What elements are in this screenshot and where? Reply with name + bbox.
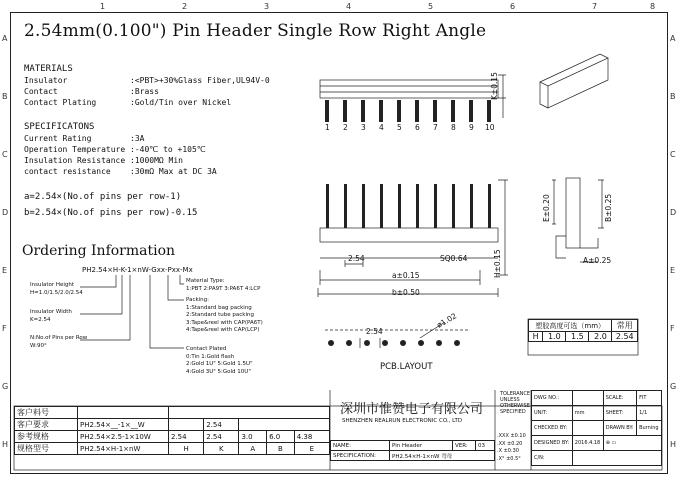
pcb-hole-3 (364, 340, 370, 346)
pin-group (325, 100, 491, 346)
height-value-2: 1.5 (566, 332, 589, 342)
table-row (532, 436, 662, 451)
customer-request-cell-1 (169, 419, 204, 431)
ver-label: VER: (453, 441, 476, 451)
iso-top (540, 54, 608, 86)
leader-height (80, 275, 116, 287)
front-pin-2-upper (344, 184, 347, 228)
insulator-height-values: H=1.0/1.5/2.0/2.54 (30, 289, 83, 296)
model-cell-1: H (169, 443, 204, 455)
customer-part-label: 客户料号 (15, 407, 78, 419)
grid-side-a-right: A (670, 34, 676, 43)
front-pin-4-upper (380, 184, 383, 228)
spec-value-current: :3A (130, 134, 145, 143)
designed-label: DESIGNED BY: (532, 436, 573, 451)
packing-option-2: 2:Standard tube packing (186, 312, 254, 319)
unit-label: UNIT: (532, 406, 573, 421)
material-value-insulator: :<PBT>+30%Glass Fiber,UL94V-0 (130, 76, 270, 85)
tolerance-values (497, 433, 526, 463)
height-value-1: 1.0 (543, 332, 566, 342)
pins-angle: W:90° (30, 342, 47, 349)
table-row (532, 391, 662, 406)
packing-option-1: 1:Standard bag packing (186, 304, 252, 311)
table-row (331, 441, 495, 451)
table-row (15, 431, 330, 443)
h-dim-label: H±0.15 (493, 249, 502, 278)
customer-part-cells (169, 407, 330, 419)
packing-option-3: 3:Tape&reel with CAP(PA6T) (186, 319, 263, 326)
company-name-cn: 深圳市惟赞电子有限公司 (340, 402, 484, 417)
side-view-insulator (556, 236, 566, 258)
grid-side-h: H (2, 440, 9, 449)
plated-option-2: 2:Gold 1U" 5:Gold 1.5U" (186, 361, 253, 368)
reference-spec-cell-3: 3.0 (239, 431, 267, 443)
pin-number-1: 1 (325, 123, 330, 132)
leader-packing (168, 275, 184, 300)
customer-part-value (78, 407, 169, 419)
insulator-width-values: K=2.54 (30, 316, 51, 323)
height-table-standard: 常用 (612, 320, 638, 332)
spec-label-current: Current Rating (24, 134, 92, 143)
pin-number-10: 10 (485, 123, 495, 132)
reference-spec-cell-5: 4.38 (294, 431, 329, 443)
checked-value (572, 421, 603, 436)
front-pin-5-upper (398, 184, 401, 228)
model-cell-4: B (267, 443, 295, 455)
tolerance-value-3: .X ±0.30 (497, 448, 519, 454)
spec-value-temperature: :-40℃ to +105℃ (130, 145, 206, 154)
pin-number-9: 9 (469, 123, 474, 132)
table-row (15, 419, 330, 431)
height-value-3: 2.0 (589, 332, 612, 342)
iso-side (548, 58, 608, 108)
customer-request-label: 客户要求 (15, 419, 78, 431)
spec-value-insulation: :1000MΩ Min (130, 156, 183, 165)
sheet-value: 1/1 (637, 406, 662, 421)
grid-side-d: D (2, 208, 9, 217)
formula-a: a=2.54×(No.of pins per row-1) (24, 192, 182, 202)
tolerance-value-2: .XX ±0.20 (497, 440, 523, 447)
drawn-value: Burning (637, 421, 662, 436)
spec-label: SPECIFICATION: (331, 451, 390, 461)
top-pin-3 (361, 100, 365, 122)
pcb-layout-label: PCB.LAYOUT (380, 362, 433, 372)
table-row (331, 451, 495, 461)
a-dim-label: a±0.15 (392, 271, 420, 280)
top-view-ribs (320, 86, 498, 92)
grid-top-6: 6 (510, 2, 516, 11)
reference-spec-cell-1: 2.54 (169, 431, 204, 443)
scale-label: SCALE: (603, 391, 636, 406)
material-type-values: 1:PBT 2:PA9T 3:PA6T 4:LCP (186, 285, 261, 292)
e-dim-lines (552, 180, 556, 224)
a-side-dim-label: A±0.25 (583, 256, 612, 265)
scale-value: FIT (637, 391, 662, 406)
model-cell-5: E (294, 443, 329, 455)
reference-spec-label: 参考规格 (15, 431, 78, 443)
pin-number-7: 7 (433, 123, 438, 132)
e-dim-label: E±0.20 (542, 194, 551, 222)
leader-plated (150, 275, 184, 348)
leader-material (180, 275, 184, 284)
model-cell-2: K (204, 443, 239, 455)
unit-value: mm (572, 406, 603, 421)
material-label-contact: Contact (24, 87, 58, 96)
material-value-plating: :Gold/Tin over Nickel (130, 98, 232, 107)
drawn-label: DRAWN BY: (603, 421, 636, 436)
grid-side-c-right: C (670, 150, 676, 159)
pcb-hole-6 (418, 340, 424, 346)
dwg-value (572, 391, 603, 406)
table-row (15, 407, 330, 419)
cn-value (572, 451, 661, 466)
leader-pins (80, 275, 130, 340)
material-value-contact: :Brass (130, 87, 159, 96)
height-table-caption: 塑胶高度可选（mm） (529, 320, 612, 332)
plated-option-3: 4:Gold 3U" 5:Gold 10U" (186, 368, 251, 375)
top-pin-1 (325, 100, 329, 122)
page-title: 2.54mm(0.100") Pin Header Single Row Right Angle (24, 21, 487, 41)
customer-request-value: PH2.54×__-1×__W (78, 419, 169, 431)
pcb-hole-label: ø1.02 (435, 311, 459, 330)
pcb-hole-7 (436, 340, 442, 346)
top-pin-8 (451, 100, 455, 122)
table-row (15, 443, 330, 455)
customer-table (14, 406, 330, 455)
pin-number-8: 8 (451, 123, 456, 132)
insulator-width-label: Insulator Width (30, 309, 72, 315)
specs-heading: SPECIFICATONS (24, 122, 95, 132)
customer-request-cell-rest (239, 419, 330, 431)
table-row (532, 406, 662, 421)
sq-label: SQ0.64 (440, 254, 468, 263)
material-label-insulator: Insulator (24, 76, 68, 85)
grid-top-2: 2 (182, 2, 188, 11)
material-label-plating: Contact Plating (24, 98, 97, 107)
plated-option-1: 0:Tin 1:Gold flash (186, 353, 235, 360)
sheet-label: SHEET: (603, 406, 636, 421)
model-label: 规格型号 (15, 443, 78, 455)
grid-side-c: C (2, 150, 8, 159)
grid-side-e: E (2, 266, 8, 275)
packing-option-4: 4:Tape&reel with CAP(LCP) (186, 327, 260, 334)
front-pin-6-upper (416, 184, 419, 228)
height-table (528, 319, 638, 342)
ordering-code: PH2.54×H-K-1×nW-Gxx-Pxx-Mx (82, 266, 193, 274)
pcb-hole-8 (454, 340, 460, 346)
ver-value: 03 (476, 441, 495, 451)
top-pin-9 (469, 100, 473, 122)
front-view-body (320, 228, 498, 242)
top-pin-5 (397, 100, 401, 122)
name-label: NAME: (331, 441, 390, 451)
tolerance-line-3: OTHERWISE (500, 403, 530, 409)
front-pin-10-upper (488, 184, 491, 228)
pin-number-3: 3 (361, 123, 366, 132)
k-dim-lines (498, 75, 506, 118)
top-pin-4 (379, 100, 383, 122)
insulator-height-label: Insulator Height (30, 282, 75, 288)
materials-heading: MATERIALS (24, 64, 73, 74)
grid-side-a: A (2, 34, 8, 43)
grid-top-5: 5 (428, 2, 434, 11)
tolerance-label (500, 391, 530, 415)
front-pin-3-upper (362, 184, 365, 228)
top-pin-7 (433, 100, 437, 122)
top-pin-2 (343, 100, 347, 122)
pcb-pitch-label: 2.54 (366, 327, 383, 336)
front-pin-9-upper (470, 184, 473, 228)
date-value: 2016.4.18 (572, 436, 603, 451)
iso-front (540, 82, 548, 108)
pin-number-4: 4 (379, 123, 384, 132)
cn-label: C/N: (532, 451, 573, 466)
ordering-heading: Ordering Information (22, 243, 176, 259)
pitch-label: 2.54 (348, 254, 365, 263)
name-value: Pin Header (390, 441, 453, 451)
pcb-hole-1 (328, 340, 334, 346)
b-dim-label: B±0.25 (604, 193, 613, 222)
spec-label-insulation: Insulation Resistance (24, 156, 126, 165)
front-pin-8-upper (452, 184, 455, 228)
spec-value-resistance: :30mΩ Max at DC 3A (130, 167, 217, 176)
pcb-hole-5 (400, 340, 406, 346)
front-pin-1-upper (326, 184, 329, 228)
checked-label: CHECKED BY: (532, 421, 573, 436)
b-total-dim-label: b±0.50 (392, 288, 420, 297)
model-cell-3: A (239, 443, 267, 455)
pins-label: N:No.of Pins per Row (30, 335, 88, 341)
side-view-pin (580, 238, 598, 248)
grid-top-7: 7 (592, 2, 598, 11)
table-row (532, 421, 662, 436)
customer-request-cell-2: 2.54 (204, 419, 239, 431)
grid-top-3: 3 (264, 2, 270, 11)
grid-side-b: B (2, 92, 8, 101)
grid-side-f: F (2, 324, 7, 333)
model-value: PH2.54×H-1×nW (78, 443, 169, 455)
grid-side-e-right: E (670, 266, 676, 275)
pin-number-2: 2 (343, 123, 348, 132)
front-pin-7-upper (434, 184, 437, 228)
grid-side-f-right: F (670, 324, 675, 333)
title-block-info-table (531, 390, 662, 466)
pcb-hole-4 (382, 340, 388, 346)
tolerance-line-1: TOLERANCE (500, 391, 531, 397)
title-block-name-table (330, 440, 495, 461)
grid-top-8: 8 (650, 2, 656, 11)
pin-number-5: 5 (397, 123, 402, 132)
tolerance-line-2: UNLESS (500, 397, 520, 403)
company-name-en: SHENZHEN REALRUN ELECTRONIC CO., LTD (342, 418, 463, 424)
height-value-4: 2.54 (612, 332, 638, 342)
grid-side-g-right: G (670, 382, 677, 391)
grid-side-g: G (2, 382, 9, 391)
tolerance-value-4: .X° ±0.5° (497, 455, 521, 462)
top-pin-6 (415, 100, 419, 122)
projection-symbol: ⊕ ▭ (603, 436, 661, 451)
table-row (532, 451, 662, 466)
grid-side-b-right: B (670, 92, 676, 101)
height-table-label: H (529, 332, 543, 342)
spec-value: PH2.54×H-1×nW 弯母 (390, 451, 495, 461)
formula-b: b=2.54×(No.of pins per row)-0.15 (24, 208, 198, 218)
top-pin-10 (487, 100, 491, 122)
packing-label: Packing: (186, 297, 210, 303)
grid-top-1: 1 (100, 2, 106, 11)
k-dim-label: K±0.15 (490, 72, 499, 100)
tolerance-line-4: SPECIFIED (500, 409, 526, 415)
grid-side-d-right: D (670, 208, 677, 217)
side-view-body (566, 178, 580, 248)
grid-side-h-right: H (670, 440, 677, 449)
reference-spec-cell-2: 2.54 (204, 431, 239, 443)
reference-spec-cell-4: 6.0 (267, 431, 295, 443)
plated-label: Contact Plated (186, 346, 227, 352)
pin-number-6: 6 (415, 123, 420, 132)
material-type-label: Material Type: (186, 278, 225, 284)
spec-label-temperature: Operation Temperature (24, 145, 126, 154)
spec-label-resistance: contact resistance (24, 167, 111, 176)
tolerance-value-1: .XXX ±0.10 (497, 433, 526, 439)
pcb-hole-2 (346, 340, 352, 346)
grid-top-4: 4 (346, 2, 352, 11)
reference-spec-value: PH2.54×2.5-1×10W (78, 431, 169, 443)
dwg-label: DWG NO.: (532, 391, 573, 406)
top-view-body (320, 80, 498, 98)
